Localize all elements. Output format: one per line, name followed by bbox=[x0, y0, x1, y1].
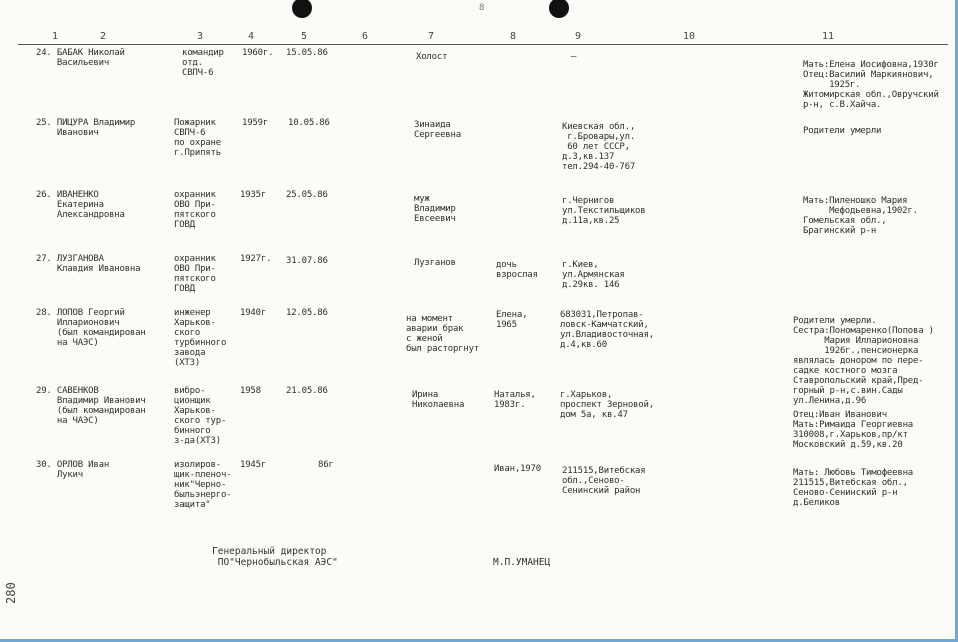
column-number: 4 bbox=[248, 31, 255, 42]
row-address: г.Чернигов ул.Текстильщиков д.11а,кв.25 bbox=[562, 196, 646, 226]
row-address: г.Киев, ул.Армянская д.29кв. 146 bbox=[562, 260, 625, 290]
column-number: 3 bbox=[197, 31, 204, 42]
column-number: 7 bbox=[428, 31, 435, 42]
row-relatives: Мать:Елена Иосифовна,1930г Отец:Василий Маркиянович, 1925г. Житомирская обл.,Овручский р-н, с.В.Хайча. bbox=[803, 60, 939, 110]
row-relatives: Родители умерли. Сестра:Пономаренко(Попова ) Мария Илларионовна 1926г.,пенсионерка являлась донором по пере- садке костного мозга Ставропольский край,Пред- горный р-н,с.вин.Сады ул.Ленина,д.96 bbox=[793, 316, 934, 406]
row-date: 86г bbox=[318, 460, 334, 470]
row-name: 24. БАБАК Николай Васильевич bbox=[36, 48, 125, 68]
row-relatives: Отец:Иван Иванович Мать:Римаида Георгиевна 310008,г.Харьков,пр/кт Московский д.59,кв.20 bbox=[793, 410, 914, 450]
column-number: 9 bbox=[575, 31, 582, 42]
row-child: Иван,1970 bbox=[494, 464, 541, 474]
row-year: 1958 bbox=[240, 386, 261, 396]
row-address: г.Харьков, проспект Зерновой, дом 5а, кв.47 bbox=[560, 390, 654, 420]
row-name: 26. ИВАНЕНКО Екатерина Александровна bbox=[36, 190, 125, 220]
row-position: Пожарник СВПЧ-6 по охране г.Припять bbox=[174, 118, 221, 158]
row-date: 12.05.86 bbox=[286, 308, 328, 318]
row-relatives: Мать: Любовь Тимофеевна 211515,Витебская обл., Сеново-Сенинский р-н д.Беликов bbox=[793, 468, 914, 508]
punch-hole-right bbox=[549, 0, 569, 18]
row-name: 25. ПИЦУРА Владимир Иванович bbox=[36, 118, 136, 138]
row-date: 15.05.86 bbox=[286, 48, 328, 58]
director-name: М.П.УМАНЕЦ bbox=[493, 557, 551, 568]
row-position: инженер Харьков- ского турбинного завода (ХТЗ) bbox=[174, 308, 227, 368]
row-date: 31.07.86 bbox=[286, 256, 328, 266]
row-year: 1945г bbox=[240, 460, 267, 470]
row-date: 21.05.86 bbox=[286, 386, 328, 396]
row-relatives: Мать:Пиленошко Мария Мефодьевна,1902г. Гомельская обл., Брагинский р-н bbox=[803, 196, 918, 236]
column-number: 2 bbox=[100, 31, 107, 42]
row-name: 30. ОРЛОВ Иван Лукич bbox=[36, 460, 110, 480]
row-child: Елена, 1965 bbox=[496, 310, 528, 330]
row-address: Киевская обл., г.Бровары,ул. 60 лет СССР, д.3,кв.137 тел.294-40-767 bbox=[562, 122, 636, 172]
row-child: Наталья, 1983г. bbox=[494, 390, 536, 410]
row-position: изолиров- щик-пленоч- ник"Черно- быльэнерго- защита" bbox=[174, 460, 232, 510]
row-year: 1959г bbox=[242, 118, 269, 128]
row-family-status: Ирина Николаевна bbox=[412, 390, 465, 410]
top-page-mark: 8 bbox=[479, 3, 485, 13]
row-address: 211515,Витебская обл.,Сеново- Сенинский район bbox=[562, 466, 646, 496]
column-number: 6 bbox=[362, 31, 369, 42]
column-number: 5 bbox=[301, 31, 308, 42]
row-name: 27. ЛУЗГАНОВА Клавдия Ивановна bbox=[36, 254, 141, 274]
column-number: 11 bbox=[822, 31, 835, 42]
row-name: 29. САВЕНКОВ Владимир Иванович (был командирован на ЧАЭС) bbox=[36, 386, 146, 426]
row-family-status: Зинаида Сергеевна bbox=[414, 120, 461, 140]
row-relatives: Родители умерли bbox=[803, 126, 882, 136]
row-name: 28. ЛОПОВ Георгий Илларионович (был командирован на ЧАЭС) bbox=[36, 308, 146, 348]
row-child: дочь взрослая bbox=[496, 260, 538, 280]
row-position: вибро- ционщик Харьков- ского тур- бинного з-да(ХТЗ) bbox=[174, 386, 227, 446]
row-family-status: Лузганов bbox=[414, 258, 456, 268]
row-year: 1940г bbox=[240, 308, 267, 318]
row-family-status: Холост bbox=[416, 52, 448, 62]
row-year: 1960г. bbox=[242, 48, 274, 58]
row-family-status: муж Владимир Евсеевич bbox=[414, 194, 456, 224]
row-address: 683031,Петропав- ловск-Камчатский, ул.Владивосточная, д.4,кв.60 bbox=[560, 310, 654, 350]
punch-hole-left bbox=[292, 0, 312, 18]
row-family-status: на момент аварии брак с женой был расторгнут bbox=[406, 314, 480, 354]
row-year: 1935г bbox=[240, 190, 267, 200]
row-position: командир отд. СВПЧ-6 bbox=[182, 48, 224, 78]
row-position: охранник ОВО При- пятского ГОВД bbox=[174, 254, 216, 294]
row-position: охранник ОВО При- пятского ГОВД bbox=[174, 190, 216, 230]
row-date: 25.05.86 bbox=[286, 190, 328, 200]
column-number: 10 bbox=[683, 31, 696, 42]
row-address: — bbox=[571, 52, 577, 62]
director-title: Генеральный директор ПО"Чернобыльская АЭС" bbox=[212, 546, 338, 568]
row-date: 10.05.86 bbox=[288, 118, 330, 128]
page-stamp: 280 bbox=[4, 582, 18, 604]
column-number: 1 bbox=[52, 31, 59, 42]
row-year: 1927г. bbox=[240, 254, 272, 264]
column-number: 8 bbox=[510, 31, 517, 42]
column-number-header bbox=[0, 31, 958, 43]
header-rule bbox=[18, 44, 948, 45]
